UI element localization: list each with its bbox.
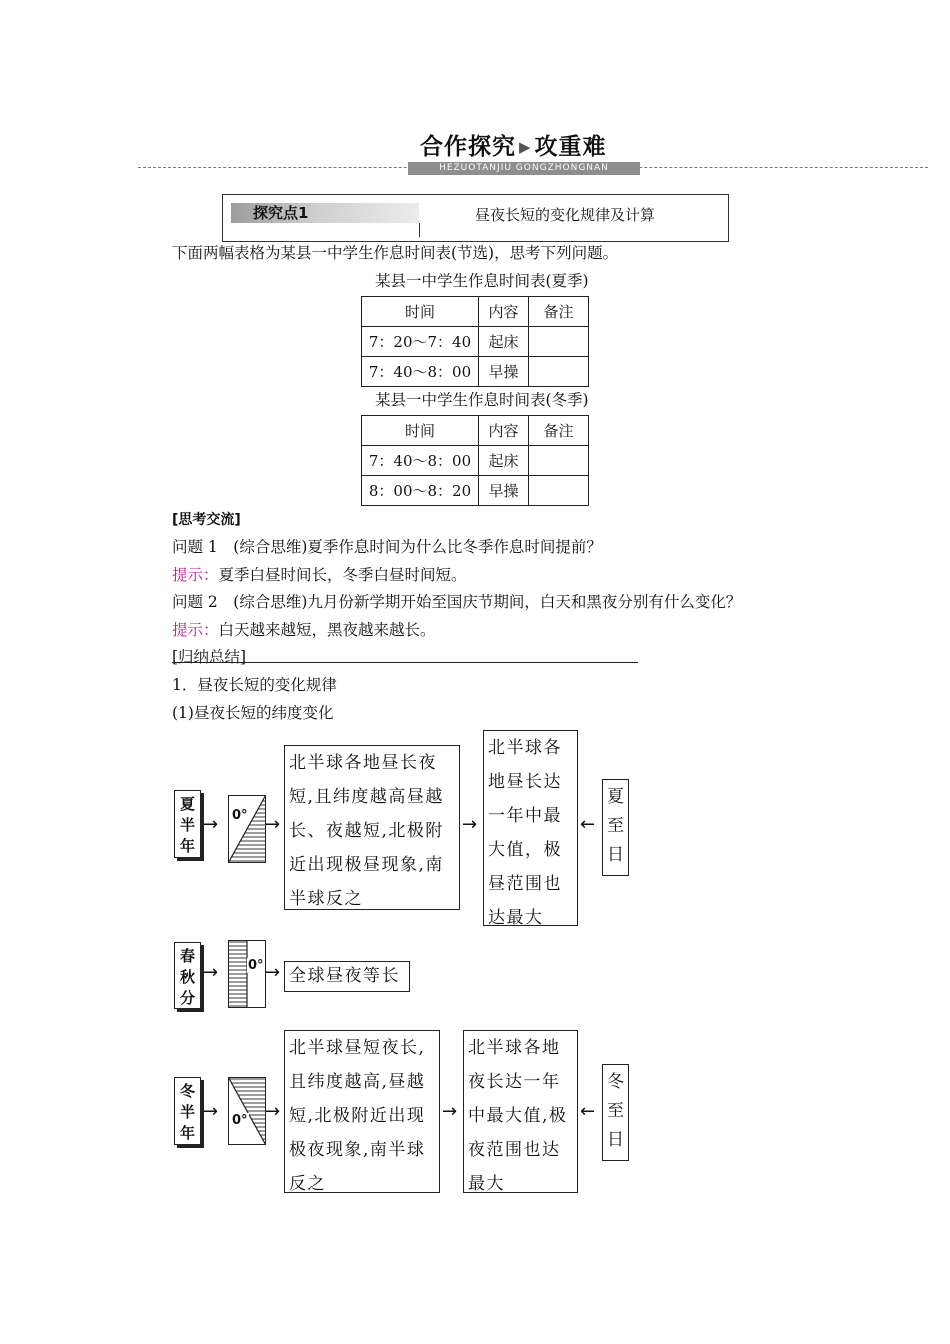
section-header — [222, 194, 729, 242]
section-divider — [419, 223, 420, 237]
answer-1 — [172, 563, 467, 585]
table-cell — [529, 327, 589, 357]
chevron-right-icon: ▶ — [519, 138, 532, 156]
label-char: 至 — [607, 1101, 624, 1121]
table-cell: 起床 — [479, 327, 529, 357]
table-row — [362, 476, 589, 506]
summer-globe-icon — [228, 795, 266, 863]
schedule-table-summer — [361, 296, 589, 387]
arrow-right-icon: → — [203, 962, 219, 983]
winter-description: 北半球昼短夜长,且纬度越高,昼越短,北极附近出现极夜现象,南半球反之 — [284, 1030, 440, 1193]
table-header: 内容 — [479, 297, 529, 327]
winter-half-year-label — [174, 1077, 201, 1145]
schedule-table-winter — [361, 415, 589, 506]
banner-title-right: 攻重难 — [534, 134, 607, 160]
arrow-right-icon: → — [203, 814, 219, 835]
point-1-heading: 1．昼夜长短的变化规律 — [172, 676, 337, 694]
arrow-right-icon: → — [442, 1101, 458, 1122]
table-header: 备注 — [529, 416, 589, 446]
hint-label: 提示： — [172, 566, 219, 584]
table-row — [362, 357, 589, 387]
think-label: [思考交流] — [172, 512, 241, 528]
banner-subtitle: HEZUOTANJIU GONGZHONGNAN — [408, 162, 640, 175]
winter-solstice-label — [602, 1064, 629, 1161]
summer-result: 北半球各地昼长达一年中最大值，极昼范围也达最大 — [483, 730, 578, 926]
label-char: 年 — [179, 1124, 195, 1142]
label-char: 日 — [607, 845, 624, 865]
label-char: 夏 — [607, 787, 624, 807]
equinox-description: 全球昼夜等长 — [284, 961, 410, 992]
label-char: 年 — [179, 837, 195, 855]
table-header: 备注 — [529, 297, 589, 327]
answer-2 — [172, 618, 436, 640]
table-cell — [529, 357, 589, 387]
summary-label: [归纳总结] — [172, 648, 247, 666]
section-tag: 探究点1 — [231, 203, 419, 223]
intro-text: 下面两幅表格为某县一中学生作息时间表(节选)，思考下列问题。 — [172, 244, 619, 262]
label-char: 冬 — [607, 1072, 624, 1092]
summary-underline — [172, 662, 638, 663]
point-1-subheading: (1)昼夜长短的纬度变化 — [172, 704, 334, 722]
equator-label: 0° — [248, 958, 264, 973]
summer-half-year-label — [174, 790, 201, 858]
summer-solstice-label — [602, 779, 629, 876]
equinox-label — [174, 942, 201, 1009]
question-1: 问题 1 (综合思维)夏季作息时间为什么比冬季作息时间提前？ — [172, 538, 602, 556]
table-caption-winter: 某县一中学生作息时间表(冬季) — [375, 391, 589, 409]
arrow-right-icon: → — [265, 814, 281, 835]
table-cell: 7：40～8：00 — [362, 446, 479, 476]
label-char: 冬 — [179, 1082, 195, 1100]
table-header: 时间 — [362, 416, 479, 446]
table-row — [362, 446, 589, 476]
label-char: 秋 — [179, 968, 195, 986]
table-row — [362, 327, 589, 357]
equinox-globe-icon — [228, 940, 266, 1008]
answer-1-text: 夏季白昼时间长，冬季白昼时间短。 — [218, 566, 467, 584]
winter-globe-icon — [228, 1077, 266, 1145]
label-char: 半 — [179, 816, 195, 834]
table-cell: 7：20～7：40 — [362, 327, 479, 357]
arrow-left-icon: ← — [580, 814, 596, 835]
table-cell: 7：40～8：00 — [362, 357, 479, 387]
summer-description: 北半球各地昼长夜短,且纬度越高昼越长、夜越短,北极附近出现极昼现象,南半球反之 — [284, 745, 460, 910]
banner-title — [420, 128, 607, 161]
arrow-left-icon: ← — [580, 1101, 596, 1122]
table-cell — [529, 476, 589, 506]
table-header: 时间 — [362, 297, 479, 327]
table-caption-summer: 某县一中学生作息时间表(夏季) — [375, 272, 589, 290]
table-cell: 起床 — [479, 446, 529, 476]
label-char: 半 — [179, 1103, 195, 1121]
question-2: 问题 2 (综合思维)九月份新学期开始至国庆节期间，白天和黑夜分别有什么变化？ — [172, 593, 742, 611]
arrow-right-icon: → — [265, 1101, 281, 1122]
winter-result: 北半球各地夜长达一年中最大值,极夜范围也达最大 — [463, 1030, 578, 1193]
table-cell: 8：00～8：20 — [362, 476, 479, 506]
table-cell: 早操 — [479, 357, 529, 387]
label-char: 至 — [607, 816, 624, 836]
banner-title-left: 合作探究 — [420, 134, 516, 160]
arrow-right-icon: → — [203, 1101, 219, 1122]
label-char: 日 — [607, 1130, 624, 1150]
table-header: 内容 — [479, 416, 529, 446]
table-cell — [529, 446, 589, 476]
equator-label: 0° — [232, 808, 248, 823]
equator-label: 0° — [232, 1113, 248, 1128]
arrow-right-icon: → — [265, 962, 281, 983]
label-char: 分 — [179, 989, 195, 1007]
section-title: 昼夜长短的变化规律及计算 — [475, 206, 656, 224]
answer-2-text: 白天越来越短，黑夜越来越长。 — [218, 621, 436, 639]
label-char: 春 — [179, 947, 195, 965]
arrow-right-icon: → — [462, 814, 478, 835]
table-cell: 早操 — [479, 476, 529, 506]
label-char: 夏 — [179, 795, 195, 813]
hint-label: 提示： — [172, 621, 219, 639]
